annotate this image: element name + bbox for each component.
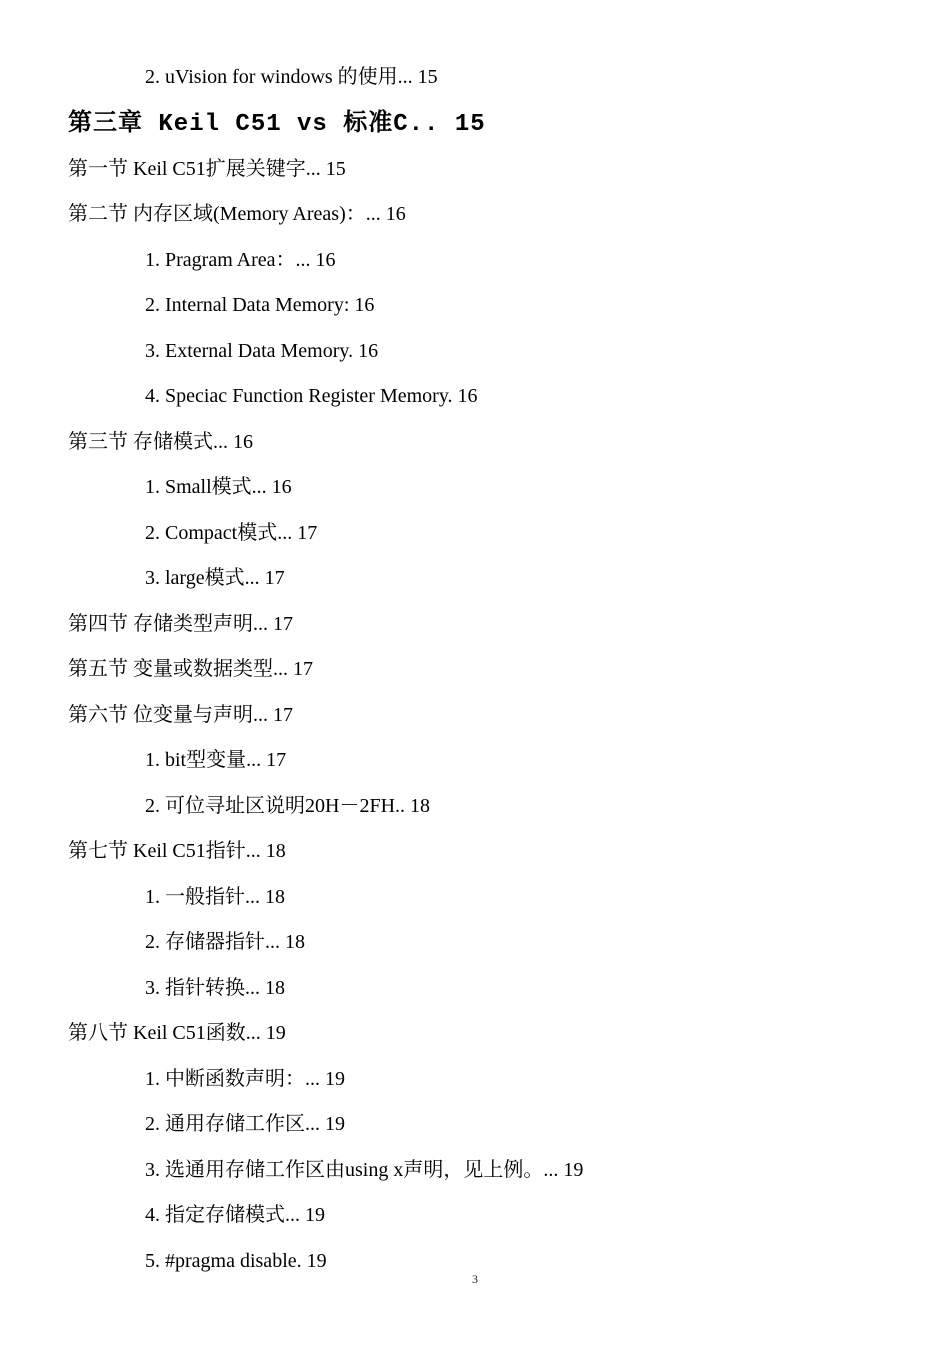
toc-section-entry[interactable]: 第三节 存储模式... 16 [68,430,253,453]
toc-section-entry[interactable]: 第六节 位变量与声明... 17 [68,703,293,726]
toc-section-entry[interactable]: 第七节 Keil C51指针... 18 [68,840,286,862]
toc-section-entry[interactable]: 第五节 变量或数据类型... 17 [68,658,313,680]
toc-entry[interactable]: 2. 通用存储工作区... 19 [145,1113,345,1135]
toc-entry[interactable]: 4. Speciac Function Register Memory. 16 [145,385,478,407]
toc-section-entry[interactable]: 第一节 Keil C51扩展关键字... 15 [68,157,346,180]
toc-entry[interactable]: 3. 选通用存储工作区由using x声明，见上例。... 19 [145,1158,584,1181]
toc-entry[interactable]: 1. Pragram Area：... 16 [145,248,336,271]
toc-entry[interactable]: 1. Small模式... 16 [145,476,292,498]
toc-entry[interactable]: 2. Internal Data Memory: 16 [145,294,375,316]
toc-entry[interactable]: 2. uVision for windows 的使用... 15 [145,66,438,88]
table-of-contents [0,58,950,1287]
toc-entry[interactable]: 1. bit型变量... 17 [145,749,287,771]
toc-chapter-heading[interactable]: 第三章 Keil C51 vs 标准C.. 15 [68,110,486,138]
toc-entry[interactable]: 1. 中断函数声明：... 19 [145,1067,345,1090]
toc-section-entry[interactable]: 第八节 Keil C51函数... 19 [68,1022,286,1044]
toc-section-entry[interactable]: 第二节 内存区域(Memory Areas)：... 16 [68,203,406,225]
toc-entry[interactable]: 2. Compact模式... 17 [145,521,318,544]
toc-section-entry[interactable]: 第四节 存储类型声明... 17 [68,612,293,635]
toc-entry[interactable]: 2. 存储器指针... 18 [145,931,305,953]
toc-entry[interactable]: 2. 可位寻址区说明20H－2FH.. 18 [145,794,431,817]
toc-entry[interactable]: 4. 指定存储模式... 19 [145,1204,325,1226]
toc-entry[interactable]: 3. External Data Memory. 16 [145,339,379,362]
toc-entry[interactable]: 3. 指针转换... 18 [145,976,285,999]
toc-entry[interactable]: 5. #pragma disable. 19 [145,1249,327,1272]
toc-entry[interactable]: 1. 一般指针... 18 [145,885,285,908]
toc-entry[interactable]: 3. large模式... 17 [145,567,285,589]
page-number: 3 [472,1272,478,1286]
